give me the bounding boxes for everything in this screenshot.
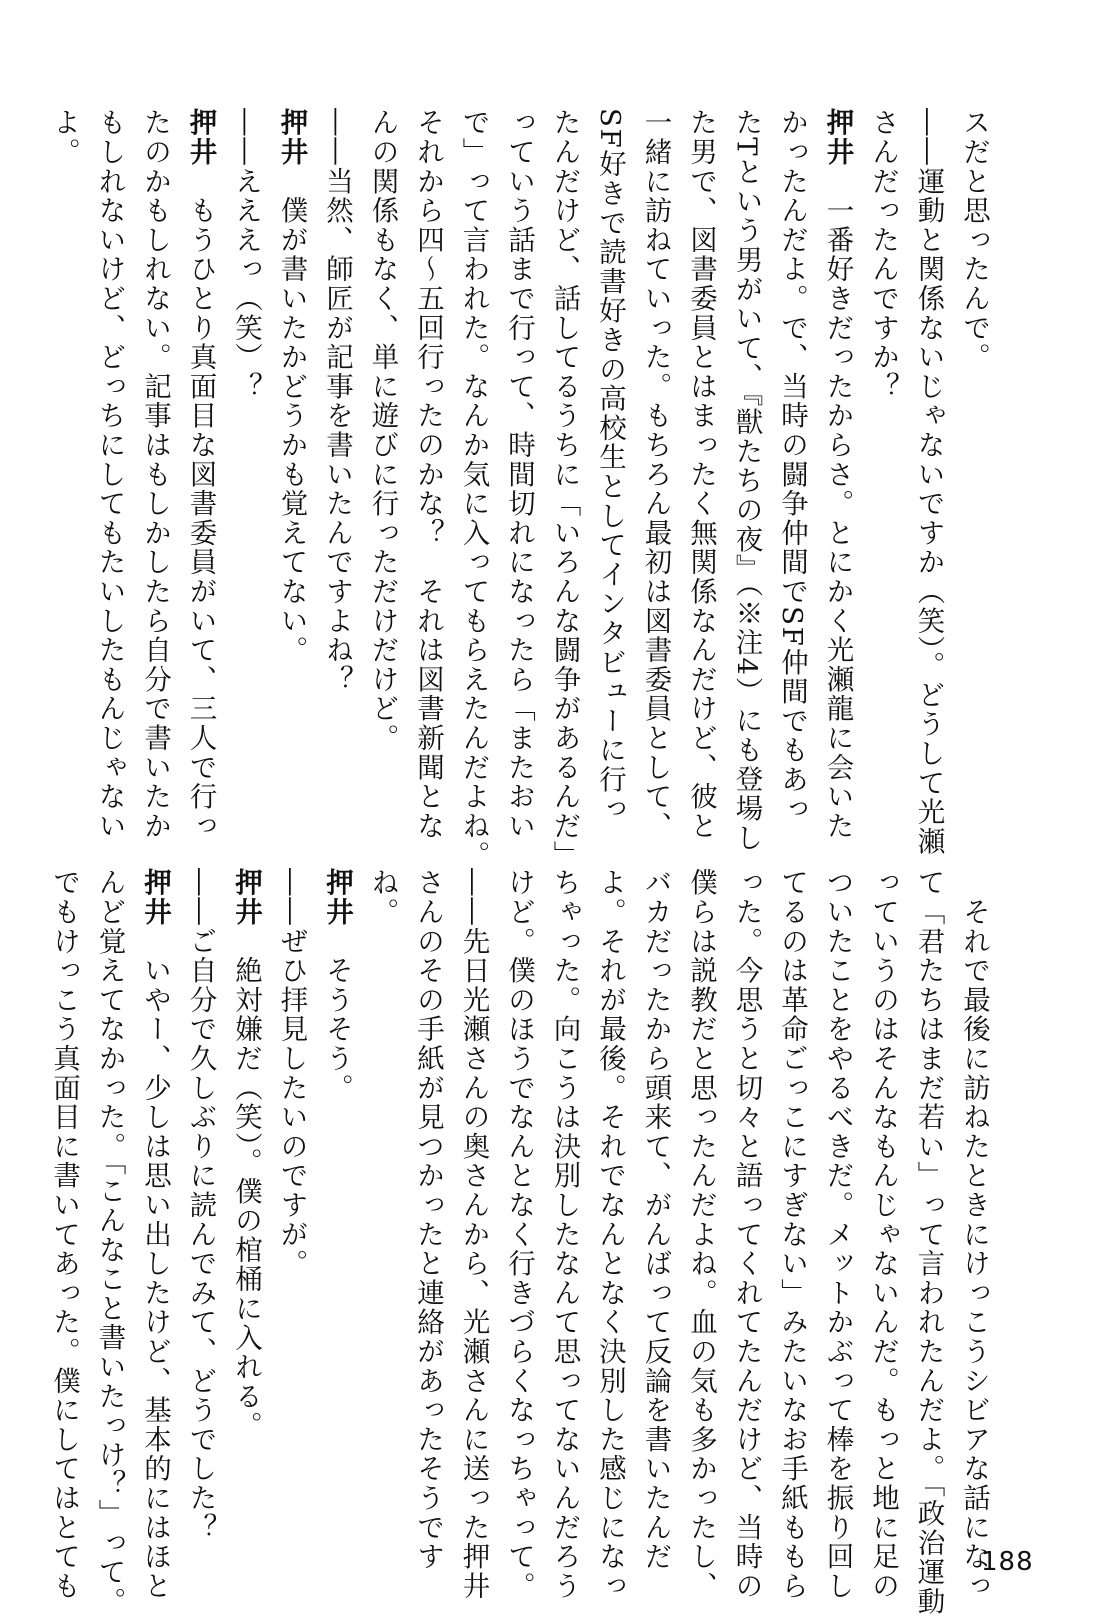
line-text: ――当然、師匠が記事を書いたんですよね？: [321, 108, 353, 694]
text-line: [951, 108, 997, 848]
text-line: [951, 868, 997, 1601]
text-line: [86, 108, 132, 848]
line-text: ――ぜひ拝見したいのですが。: [275, 868, 308, 1279]
line-text: たんだけど、話してるうちに「いろんな闘争があるんだ」: [548, 108, 581, 870]
text-line: [41, 868, 87, 1601]
line-text: 絶対嫌だ（笑）。僕の棺桶に入れる。: [230, 926, 262, 1441]
line-text: でもけっこう真面目に書いてあった。僕にしてはとても: [48, 868, 80, 1601]
line-text: ちゃった。向こうは決別したなんて思ってないんだろう: [548, 868, 581, 1601]
text-line: [860, 108, 906, 848]
line-text: それから四〜五回行ったのかな？ それは図書新聞とな: [412, 108, 444, 841]
line-text: 僕が書いたかどうかも覚えてない。: [275, 166, 308, 665]
text-line: [177, 868, 223, 1542]
line-text: ――運動と関係ないじゃないですか（笑）。どうして光瀬: [912, 108, 945, 857]
text-line: [769, 108, 815, 848]
line-text: さんのその手紙が見つかったと連絡があったそうです: [412, 868, 444, 1572]
speaker-label: 押井: [139, 868, 171, 927]
speaker-label: 押井: [230, 868, 262, 927]
line-text: それで最後に訪ねたときにけっこうシビアな話になっ: [958, 868, 990, 1601]
text-line: [723, 868, 769, 1601]
text-line: [678, 868, 724, 1601]
text-line: [905, 868, 951, 1616]
line-text: そうそう。: [321, 926, 353, 1103]
text-line: [587, 108, 633, 848]
line-text: っていうのはそんなもんじゃないんだ。もっと地に足の: [867, 868, 899, 1601]
line-text: スだと思ったんで。: [958, 108, 990, 372]
upper-text-block: [41, 108, 997, 870]
speaker-label: 押井: [275, 108, 308, 167]
text-line: [814, 108, 860, 848]
line-text: もしれないけど、どっちにしてもたいしたもんじゃない: [93, 108, 126, 841]
line-text: ね。: [366, 868, 399, 927]
line-text: たTという男がいて、『獣たちの夜』（※注4）にも登場し: [730, 108, 763, 853]
text-line: [41, 108, 87, 848]
line-text: もうひとり真面目な図書委員がいて、三人で行っ: [184, 166, 217, 841]
text-line: [814, 868, 860, 1601]
text-line: [541, 108, 587, 870]
text-line: [223, 868, 269, 1441]
text-line: [177, 108, 223, 848]
text-line: [632, 108, 678, 848]
text-line: [359, 108, 405, 848]
text-line: [314, 868, 360, 1388]
speaker-label: 押井: [821, 108, 854, 167]
line-text: かったんだよ。で、当時の闘争仲間でSF仲間でもあっ: [776, 108, 808, 824]
line-text: よ。それが最後。それでなんとなく決別した感じになっ: [594, 868, 626, 1601]
text-line: [268, 868, 314, 1388]
line-text: で」って言われた。なんか気に入ってもらえたんだよね。: [457, 108, 490, 870]
text-line: [405, 108, 451, 848]
lower-text-block: [41, 868, 997, 1616]
line-text: SF好きで読書好きの高校生としてインタビューに行っ: [594, 108, 626, 824]
line-text: んど覚えてなかった。「こんなこと書いたっけ？」って。: [93, 868, 126, 1616]
text-line: [86, 868, 132, 1616]
line-text: けど。僕のほうでなんとなく行きづらくなっちゃって。: [503, 868, 535, 1601]
line-text: ついたことをやるべきだ。メットかぶって棒を振り回し: [821, 868, 854, 1601]
line-text: たのかもしれない。記事はもしかしたら自分で書いたか: [139, 108, 171, 841]
text-line: [769, 868, 815, 1601]
line-text: てるのは革命ごっこにすぎない」みたいなお手紙ももら: [776, 868, 808, 1601]
text-line: [905, 108, 951, 857]
line-text: さんだったんですか？: [867, 108, 899, 401]
text-line: [723, 108, 769, 853]
text-line: [132, 108, 178, 848]
line-text: バカだったから頭来て、がんばって反論を書いたんだ: [639, 868, 672, 1572]
line-text: 一番好きだったからさ。とにかく光瀬龍に会いた: [821, 166, 854, 841]
text-line: [860, 868, 906, 1601]
line-text: んの関係もなく、単に遊びに行っただけだけど。: [366, 108, 399, 753]
line-text: っていう話まで行って、時間切れになったら「またおい: [503, 108, 535, 841]
text-line: [541, 868, 587, 1601]
text-line: [223, 108, 269, 848]
line-text: ――ご自分で久しぶりに読んでみて、どうでした？: [184, 868, 217, 1542]
line-text: いやー、少しは思い出したけど、基本的にはほと: [139, 926, 171, 1601]
text-line: [359, 868, 405, 1388]
text-line: [587, 868, 633, 1601]
text-line: [496, 108, 542, 848]
text-line: [450, 868, 496, 1601]
text-line: [632, 868, 678, 1572]
line-text: よ。: [48, 108, 80, 167]
line-text: た男で、図書委員とはまったく無関係なんだけど、彼と: [685, 108, 717, 841]
text-line: [314, 108, 360, 848]
text-line: [678, 108, 724, 848]
line-text: 一緒に訪ねていった。もちろん最初は図書委員として、: [639, 108, 672, 841]
text-line: [496, 868, 542, 1601]
text-line: [268, 108, 314, 848]
text-line: [405, 868, 451, 1572]
line-text: ――えええっ（笑）？: [230, 108, 262, 401]
speaker-label: 押井: [184, 108, 217, 167]
line-text: 僕らは説教だと思ったんだよね。血の気も多かったし、: [685, 868, 717, 1601]
line-text: ――先日光瀬さんの奥さんから、光瀬さんに送った押井: [457, 868, 490, 1601]
page-number: 188: [981, 1547, 1034, 1577]
text-line: [450, 108, 496, 870]
text-line: [132, 868, 178, 1601]
line-text: て「君たちはまだ若い」って言われたんだよ。「政治運動: [912, 868, 945, 1616]
line-text: った。今思うと切々と語ってくれてたんだけど、当時の: [730, 868, 763, 1601]
speaker-label: 押井: [321, 868, 353, 927]
